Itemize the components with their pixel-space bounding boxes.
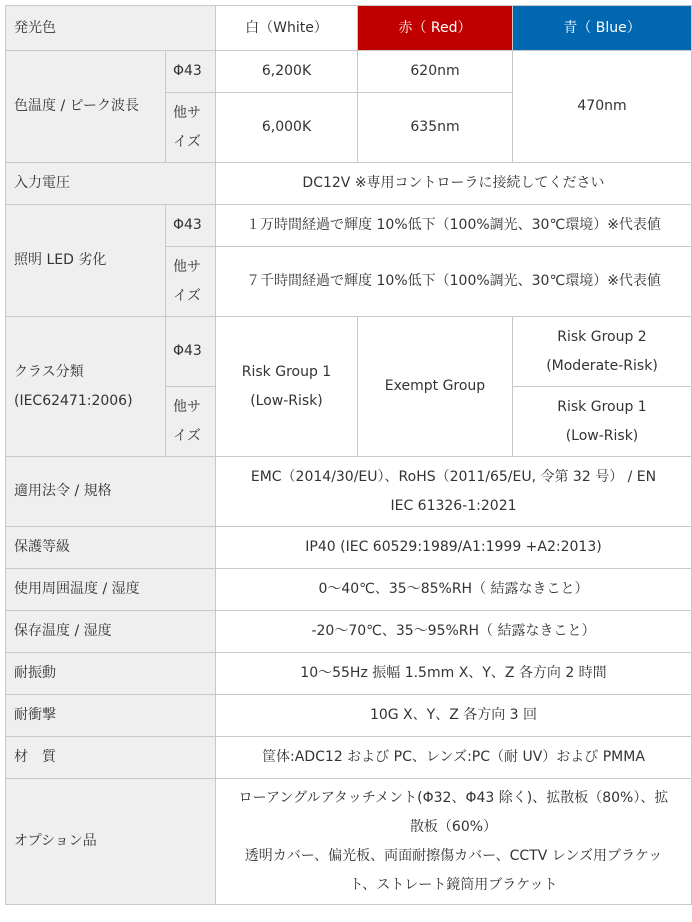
- row-storage: [6, 611, 692, 653]
- options-label: オプション品: [6, 779, 216, 905]
- class-white: Risk Group 1 (Low-Risk): [216, 317, 358, 457]
- protection-label: 保護等級: [6, 527, 216, 569]
- operating-value: 0～40℃、35～85%RH（ 結露なきこと）: [216, 569, 692, 611]
- operating-label: 使用周囲温度 / 湿度: [6, 569, 216, 611]
- row-shock: [6, 695, 692, 737]
- color-temp-red-other: 635nm: [358, 93, 513, 163]
- row-led-degradation-phi43: [6, 205, 692, 247]
- emission-white: 白（White）: [216, 6, 358, 51]
- class-red: Exempt Group: [358, 317, 513, 457]
- storage-value: -20～70℃、35～95%RH（ 結露なきこと）: [216, 611, 692, 653]
- class-other-label: 他サ イズ: [166, 387, 216, 457]
- shock-value: 10G X、Y、Z 各方向 3 回: [216, 695, 692, 737]
- input-voltage-value: DC12V ※専用コントローラに接続してください: [216, 163, 692, 205]
- led-degradation-other-value: ７千時間経過で輝度 10%低下（100%調光、30℃環境）※代表値: [216, 247, 692, 317]
- class-label: クラス分類 (IEC62471:2006): [6, 317, 166, 457]
- emission-red: 赤（ Red）: [358, 6, 513, 51]
- standards-label: 適用法令 / 規格: [6, 457, 216, 527]
- led-degradation-other-label: 他サ イズ: [166, 247, 216, 317]
- options-value: ローアングルアタッチメント(Φ32、Φ43 除く)、拡散板（80%）、拡 散板（60%） 透明カバー、偏光板、両面耐擦傷カバー、CCTV レンズ用ブラケッ ト、ストレート鏡筒用ブラケット: [216, 779, 692, 905]
- row-standards: [6, 457, 692, 527]
- material-value: 筐体:ADC12 および PC、レンズ:PC（耐 UV）および PMMA: [216, 737, 692, 779]
- color-temp-blue: 470nm: [513, 51, 692, 163]
- row-class-phi43: [6, 317, 692, 387]
- material-label: 材 質: [6, 737, 216, 779]
- row-operating: [6, 569, 692, 611]
- row-color-temp-phi43: [6, 51, 692, 93]
- emission-blue: 青（ Blue）: [513, 6, 692, 51]
- color-temp-label: 色温度 / ピーク波長: [6, 51, 166, 163]
- row-emission: [6, 6, 692, 51]
- spec-table: [5, 5, 692, 905]
- led-degradation-phi43-label: Φ43: [166, 205, 216, 247]
- vibration-value: 10～55Hz 振幅 1.5mm X、Y、Z 各方向 2 時間: [216, 653, 692, 695]
- color-temp-phi43-label: Φ43: [166, 51, 216, 93]
- protection-value: IP40 (IEC 60529:1989/A1:1999 +A2:2013): [216, 527, 692, 569]
- color-temp-other-label: 他サ イズ: [166, 93, 216, 163]
- color-temp-white-other: 6,000K: [216, 93, 358, 163]
- shock-label: 耐衝撃: [6, 695, 216, 737]
- class-blue-phi43: Risk Group 2 (Moderate-Risk): [513, 317, 692, 387]
- class-blue-other: Risk Group 1 (Low-Risk): [513, 387, 692, 457]
- emission-label: 発光色: [6, 6, 216, 51]
- row-vibration: [6, 653, 692, 695]
- color-temp-red-phi43: 620nm: [358, 51, 513, 93]
- vibration-label: 耐振動: [6, 653, 216, 695]
- standards-value: EMC（2014/30/EU）、RoHS（2011/65/EU, 令第 32 号） / EN IEC 61326-1:2021: [216, 457, 692, 527]
- color-temp-white-phi43: 6,200K: [216, 51, 358, 93]
- row-input-voltage: [6, 163, 692, 205]
- row-options: [6, 779, 692, 905]
- led-degradation-phi43-value: １万時間経過で輝度 10%低下（100%調光、30℃環境）※代表値: [216, 205, 692, 247]
- input-voltage-label: 入力電圧: [6, 163, 216, 205]
- led-degradation-label: 照明 LED 劣化: [6, 205, 166, 317]
- row-protection: [6, 527, 692, 569]
- row-material: [6, 737, 692, 779]
- class-phi43-label: Φ43: [166, 317, 216, 387]
- storage-label: 保存温度 / 湿度: [6, 611, 216, 653]
